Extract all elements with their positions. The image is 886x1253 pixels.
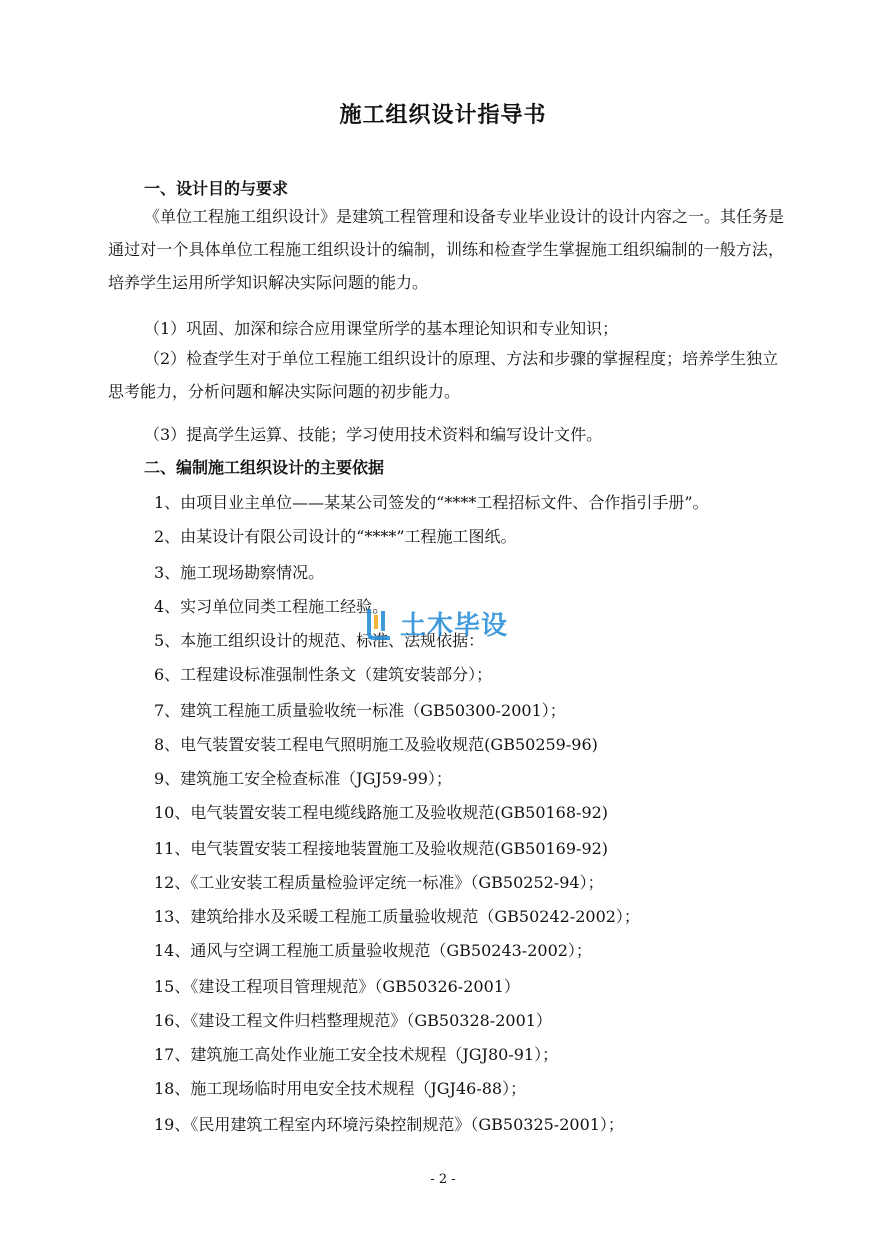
basis-item-16: 16、《建设工程文件归档整理规范》（GB50328-2001） (154, 1011, 552, 1030)
basis-item-18: 18、施工现场临时用电安全技术规程（JGJ46-88）； (154, 1079, 527, 1098)
basis-item-11: 11、电气装置安装工程接地装置施工及验收规范(GB50169-92) (154, 839, 609, 858)
page-number: - 2 - (430, 1172, 456, 1187)
section-heading-purpose: 一、设计目的与要求 (144, 179, 289, 198)
basis-item-19: 19、《民用建筑工程室内环境污染控制规范》（GB50325-2001）； (154, 1115, 624, 1134)
section-heading-basis: 二、编制施工组织设计的主要依据 (144, 458, 385, 477)
basis-item-3: 3、施工现场勘察情况。 (154, 563, 325, 582)
watermark-text: 土木毕设 (400, 610, 509, 641)
purpose-item-3: （3）提高学生运算、技能；学习使用技术资料和编写设计文件。 (144, 425, 603, 444)
basis-item-9: 9、建筑施工安全检查标准（JGJ59-99）； (154, 769, 452, 788)
watermark-emblem-icon (366, 605, 396, 641)
basis-item-13: 13、建筑给排水及采暖工程施工质量验收规范（GB50242-2002）； (154, 907, 640, 926)
purpose-item-1: （1）巩固、加深和综合应用课堂所学的基本理论知识和专业知识； (144, 319, 619, 338)
basis-item-5: 5、本施工组织设计的规范、标准、法规依据： (154, 631, 485, 650)
basis-item-17: 17、建筑施工高处作业施工安全技术规程（JGJ80-91）； (154, 1045, 559, 1064)
basis-item-7: 7、建筑工程施工质量验收统一标准（GB50300-2001）； (154, 701, 566, 720)
intro-paragraph: 《单位工程施工组织设计》是建筑工程管理和设备专业毕业设计的设计内容之一。其任务是通过对一个具体单位工程施工组织设计的编制，训练和检查学生掌握施工组织编制的一般方法，培养学生运用所学知识解决实际问题的能力。 (108, 207, 785, 292)
basis-item-4: 4、实习单位同类工程施工经验。 (154, 597, 389, 616)
basis-item-15: 15、《建设工程项目管理规范》（GB50326-2001） (154, 977, 520, 996)
watermark-logo (366, 602, 526, 644)
basis-item-6: 6、工程建设标准强制性条文（建筑安装部分）； (154, 665, 493, 684)
document-title: 施工组织设计指导书 (339, 102, 547, 128)
basis-item-14: 14、通风与空调工程施工质量验收规范（GB50243-2002）； (154, 941, 592, 960)
basis-item-12: 12、《工业安装工程质量检验评定统一标准》（GB50252-94）； (154, 873, 604, 892)
basis-item-2: 2、由某设计有限公司设计的“****”工程施工图纸。 (154, 527, 517, 546)
basis-item-10: 10、电气装置安装工程电缆线路施工及验收规范(GB50168-92) (154, 803, 609, 822)
basis-item-1: 1、由项目业主单位——某某公司签发的“****工程招标文件、合作指引手册”。 (154, 493, 709, 512)
basis-item-8: 8、电气装置安装工程电气照明施工及验收规范(GB50259-96) (154, 735, 598, 754)
purpose-item-2: （2）检查学生对于单位工程施工组织设计的原理、方法和步骤的掌握程度；培养学生独立思考能力，分析问题和解决实际问题的初步能力。 (108, 349, 779, 401)
